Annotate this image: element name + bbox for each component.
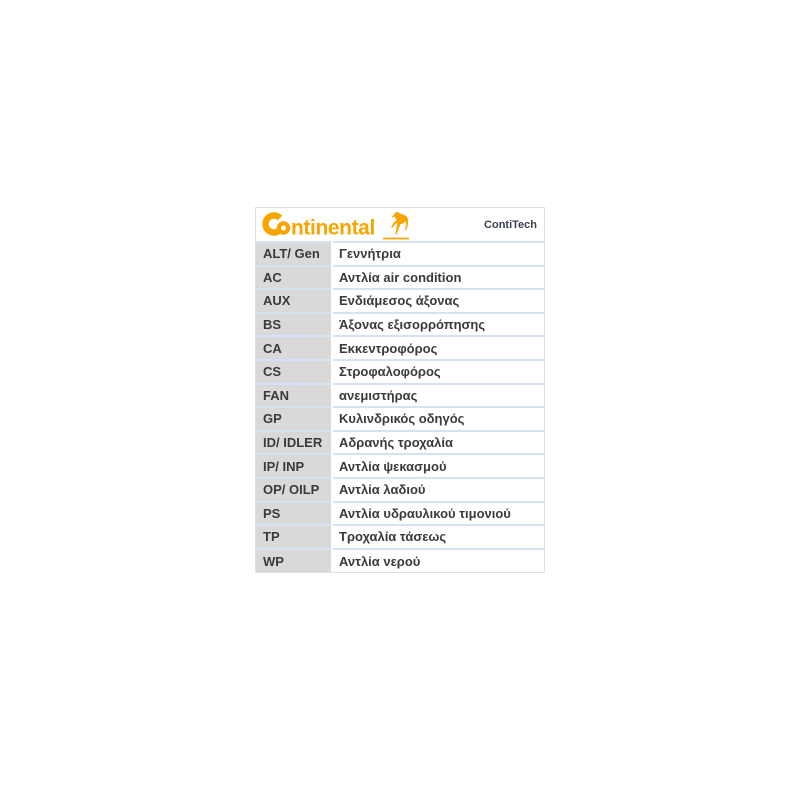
svg-text:ntinental: ntinental bbox=[291, 216, 375, 239]
abbr-cell: WP bbox=[256, 549, 332, 573]
abbr-cell: CA bbox=[256, 336, 332, 360]
abbr-cell: PS bbox=[256, 502, 332, 526]
continental-horse-icon bbox=[391, 212, 408, 235]
table-row bbox=[256, 242, 544, 266]
table-row bbox=[256, 384, 544, 408]
description-cell: Αντλία νερού bbox=[332, 549, 544, 573]
table-row bbox=[256, 266, 544, 290]
description-cell: Αντλία air condition bbox=[332, 266, 544, 290]
continental-logo bbox=[262, 209, 412, 241]
abbr-cell: TP bbox=[256, 525, 332, 549]
abbr-cell: FAN bbox=[256, 384, 332, 408]
brand-header bbox=[256, 208, 544, 241]
table-row bbox=[256, 502, 544, 526]
table-row bbox=[256, 289, 544, 313]
table-row bbox=[256, 407, 544, 431]
abbr-cell: ALT/ Gen bbox=[256, 242, 332, 266]
abbr-cell: CS bbox=[256, 360, 332, 384]
abbr-cell: OP/ OILP bbox=[256, 478, 332, 502]
description-cell: Αντλία υδραυλικού τιμονιού bbox=[332, 502, 544, 526]
description-cell: Γεννήτρια bbox=[332, 242, 544, 266]
abbreviation-table bbox=[256, 241, 544, 572]
description-cell: Στροφαλοφόρος bbox=[332, 360, 544, 384]
description-cell: Αντλία ψεκασμού bbox=[332, 454, 544, 478]
table-row bbox=[256, 478, 544, 502]
description-cell: Ενδιάμεσος άξονας bbox=[332, 289, 544, 313]
description-cell: Αδρανής τροχαλία bbox=[332, 431, 544, 455]
table-row bbox=[256, 549, 544, 573]
contitech-logo: ContiTech bbox=[484, 218, 537, 231]
description-cell: Άξονας εξισορρόπησης bbox=[332, 313, 544, 337]
description-cell: Τροχαλία τάσεως bbox=[332, 525, 544, 549]
abbr-cell: AC bbox=[256, 266, 332, 290]
description-cell: Εκκεντροφόρος bbox=[332, 336, 544, 360]
abbr-cell: AUX bbox=[256, 289, 332, 313]
abbr-cell: ID/ IDLER bbox=[256, 431, 332, 455]
abbr-cell: IP/ INP bbox=[256, 454, 332, 478]
description-cell: ανεμιστήρας bbox=[332, 384, 544, 408]
table-row bbox=[256, 313, 544, 337]
abbr-cell: BS bbox=[256, 313, 332, 337]
table-row bbox=[256, 360, 544, 384]
abbr-cell: GP bbox=[256, 407, 332, 431]
logo-underline bbox=[383, 237, 409, 239]
table-row bbox=[256, 431, 544, 455]
table-row bbox=[256, 454, 544, 478]
description-cell: Αντλία λαδιού bbox=[332, 478, 544, 502]
description-cell: Κυλινδρικός οδηγός bbox=[332, 407, 544, 431]
table-row bbox=[256, 336, 544, 360]
table-row bbox=[256, 525, 544, 549]
continental-wordmark bbox=[265, 215, 374, 239]
abbreviation-legend-panel bbox=[255, 207, 545, 573]
